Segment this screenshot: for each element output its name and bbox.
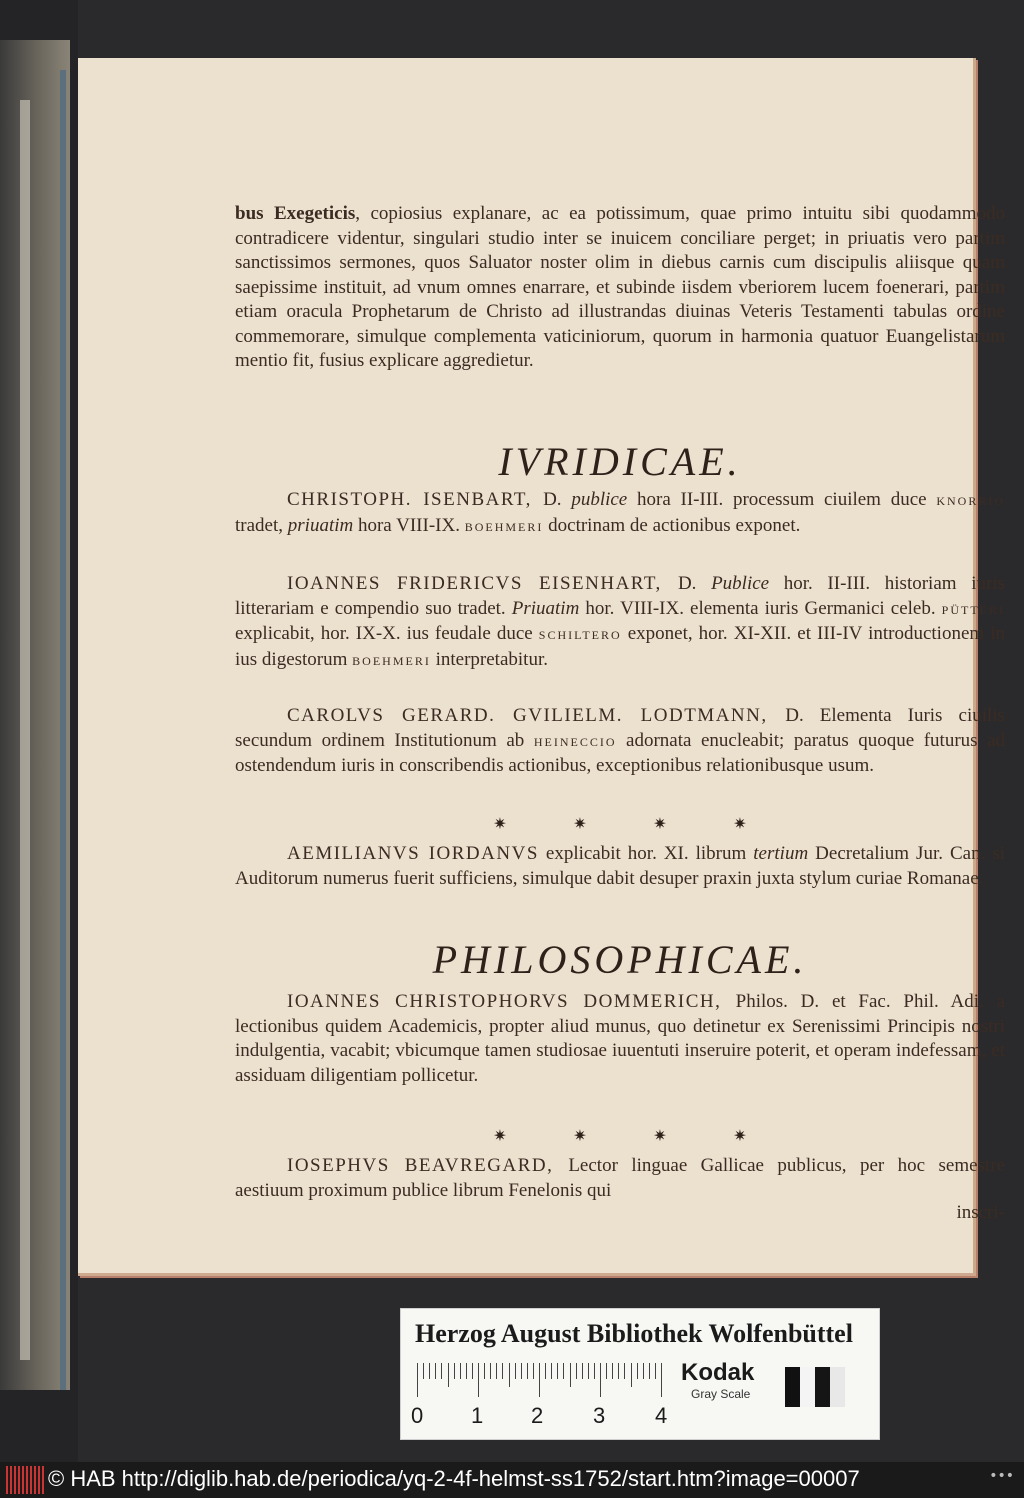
previous-page-edge — [0, 40, 70, 1390]
paragraph-isenbart — [235, 488, 1005, 539]
ornament-stars-2 — [235, 1126, 1005, 1146]
ruler-tick — [515, 1363, 516, 1379]
text-run: CAROLVS GERARD. GVILIELM. LODTMANN, — [287, 705, 786, 726]
card-title: Herzog August Bibliothek Wolfenbüttel — [415, 1319, 853, 1348]
ruler-tick — [563, 1363, 564, 1379]
ruler-tick — [429, 1363, 430, 1379]
ruler-tick — [582, 1363, 583, 1379]
ornament-stars-1 — [235, 814, 1005, 834]
catchword: inscri- — [956, 1202, 1005, 1223]
text-run: explicabit, hor. IX-X. ius feudale duce — [235, 623, 539, 644]
barcode-icon — [6, 1466, 46, 1494]
heading-philosophicae: PHILOSOPHICAE. — [432, 937, 808, 982]
text-run: publice — [571, 489, 628, 510]
document-page — [78, 58, 1006, 1276]
ruler-tick — [649, 1363, 650, 1379]
ruler-tick — [631, 1363, 632, 1387]
ruler-tick — [545, 1363, 546, 1379]
ruler-tick — [454, 1363, 455, 1379]
ruler-tick — [460, 1363, 461, 1379]
star-icon: ✷ — [733, 816, 747, 833]
ruler-tick — [496, 1363, 497, 1379]
footer-url: © HAB http://diglib.hab.de/periodica/yq-2-4f-helmst-ss1752/start.htm?image=00007 — [48, 1466, 860, 1491]
gray-patch — [785, 1367, 800, 1407]
text-run: SCHILTERO — [538, 628, 622, 642]
ruler-number: 4 — [655, 1403, 668, 1428]
kodak-logo: Kodak — [681, 1359, 755, 1386]
ruler-tick — [435, 1363, 436, 1379]
ruler-tick — [490, 1363, 491, 1379]
text-run: D. — [677, 573, 712, 594]
text-run: IOANNES FRIDERICVS EISENHART, — [287, 573, 678, 594]
ruler-tick — [624, 1363, 625, 1379]
text-run: hor. II-III. historiam iuris litterariam e compendio suo tradet. — [235, 573, 1005, 619]
grayscale-label: Gray Scale — [691, 1387, 751, 1401]
text-run: Priuatim — [511, 597, 580, 619]
ruler-number: 2 — [531, 1403, 544, 1428]
star-icon: ✷ — [733, 1128, 747, 1145]
ruler-tick — [551, 1363, 552, 1379]
text-run: tertium — [753, 843, 809, 864]
ruler-tick — [643, 1363, 644, 1379]
ruler-tick — [557, 1363, 558, 1379]
ruler-tick — [533, 1363, 534, 1379]
paragraph-dommerich — [235, 990, 1005, 1088]
gray-patch — [800, 1367, 815, 1407]
ruler-tick — [606, 1363, 607, 1379]
star-icon: ✷ — [653, 1128, 667, 1145]
star-icon: ✷ — [573, 816, 587, 833]
text-run: PÜTTERI — [941, 602, 1005, 617]
text-run: tradet, — [235, 514, 288, 536]
ruler-tick — [527, 1363, 528, 1379]
ruler-tick — [441, 1363, 442, 1379]
gray-patch — [830, 1367, 845, 1407]
footer-bar — [0, 1462, 1024, 1498]
text-run: CHRISTOPH. ISENBART, — [287, 489, 544, 510]
ruler-tick — [637, 1363, 638, 1379]
text-run: BOEHMERI — [464, 519, 544, 534]
ruler-tick — [661, 1363, 662, 1397]
ruler-number: 1 — [471, 1403, 484, 1428]
more-icon[interactable]: ••• — [989, 1468, 1014, 1484]
page-edge-strip — [20, 100, 30, 1360]
ruler-tick — [521, 1363, 522, 1379]
text-run: Lector linguae Gallicae publicus, per hoc semestre aestiuum proximum publice librum Fenelonis qui — [235, 1155, 1006, 1201]
text-run: KNORRIO — [936, 494, 1005, 508]
text-run: doctrinam de actionibus exponet. — [543, 514, 801, 536]
text-run: exponet, hor. XI-XII. et III-IV introductionem in ius digestorum — [235, 623, 1005, 670]
ruler-tick — [478, 1363, 479, 1397]
binding-strip — [60, 70, 66, 1390]
text-run: D. — [543, 489, 572, 510]
scale-ruler — [417, 1363, 667, 1397]
paragraph-beauregard — [235, 1154, 1005, 1203]
color-reference-card — [400, 1308, 880, 1440]
ruler-tick — [570, 1363, 571, 1387]
ruler-tick — [502, 1363, 503, 1379]
ruler-tick — [448, 1363, 449, 1387]
text-run: hora VIII-IX. — [353, 514, 465, 536]
text-run: bus Exegeticis — [235, 203, 356, 224]
star-icon: ✷ — [573, 1128, 587, 1145]
text-run: adornata enucleabit; paratus quoque futurus ad ostendendum iuris in conscribendis actionibus, exceptionibus relationibusque usum. — [235, 729, 1006, 776]
text-run: IOANNES CHRISTOPHORVS DOMMERICH, — [287, 991, 736, 1012]
ruler-tick — [612, 1363, 613, 1379]
ruler-tick — [576, 1363, 577, 1379]
ruler-tick — [655, 1363, 656, 1379]
star-icon: ✷ — [493, 816, 507, 833]
text-run: priuatim — [287, 514, 354, 536]
ruler-number: 3 — [593, 1403, 606, 1428]
ruler-tick — [588, 1363, 589, 1379]
ruler-tick — [618, 1363, 619, 1379]
ruler-tick — [539, 1363, 540, 1397]
text-run: Philos. D. et Fac. Phil. Adi. a lectionibus quidem Academicis, propter aliud munus, quo detinetur ex Serenissimi Principis nostri indulgentia, vacabit; vbicumque tamen studiosae iuuentuti inseruire poterit, et operam indefessam, et assiduam diligentiam pollicetur. — [235, 991, 1005, 1086]
ruler-tick — [423, 1363, 424, 1379]
text-run: explicabit hor. XI. librum — [538, 843, 754, 864]
text-run: hor. VIII-IX. elementa iuris Germanici celeb. — [579, 597, 942, 619]
text-run: , copiosius explanare, ac ea potissimum, quae primo intuitu sibi quodammodo contradicere videntur, singulari studio inter se inuicem conciliare perget; in priuatis vero partim sanctissimos sermones, quos Saluator noster olim in diebus carnis cum discipulis aliisque quam saepissime instituit, ad vnum omnes enarrare, et subinde iisdem vberiorem lucem foenerari, partim etiam oracula Prophetarum de Christo ad illustrandas diuinas Veteris Testamenti tabulas ordine commemorare, simulque complementa vaticiniorum, quorum in harmonia quatuor Euangelistarum mentio fit, fusius explicare aggredietur. — [235, 203, 1005, 371]
ruler-tick — [472, 1363, 473, 1379]
text-run: interpretabitur. — [430, 648, 548, 670]
ruler-number: 0 — [411, 1403, 424, 1428]
text-run: HEINECCIO — [533, 734, 617, 749]
text-run: D. Elementa Iuris ciuilis secundum ordinem Institutionum ab — [235, 705, 1005, 751]
ruler-tick — [484, 1363, 485, 1379]
paragraph-lodtmann — [235, 704, 1005, 779]
paragraph-intro — [235, 202, 1005, 374]
text-run: Decretalium Jur. Can. si Auditorum numerus fuerit sufficiens, simulque dabit desuper praxin juxta stylum curiae Romanae. — [235, 843, 1006, 889]
text-run: AEMILIANVS IORDANVS — [287, 843, 539, 864]
ruler-tick — [594, 1363, 595, 1379]
text-run: IOSEPHVS BEAVREGARD, — [287, 1155, 569, 1176]
star-icon: ✷ — [653, 816, 667, 833]
ruler-tick — [509, 1363, 510, 1387]
paragraph-iordanus — [235, 842, 1005, 891]
star-icon: ✷ — [493, 1128, 507, 1145]
paragraph-eisenhart — [235, 572, 1005, 673]
ruler-tick — [600, 1363, 601, 1397]
ruler-tick — [466, 1363, 467, 1379]
heading-iuridicae: IVRIDICAE. — [498, 439, 742, 484]
ruler-tick — [417, 1363, 418, 1397]
gray-patch — [815, 1367, 830, 1407]
text-run: hora II-III. processum ciuilem duce — [627, 489, 937, 510]
text-run: Publice — [711, 573, 770, 594]
gray-patches — [785, 1367, 845, 1407]
text-run: BOEHMERI — [352, 653, 431, 668]
